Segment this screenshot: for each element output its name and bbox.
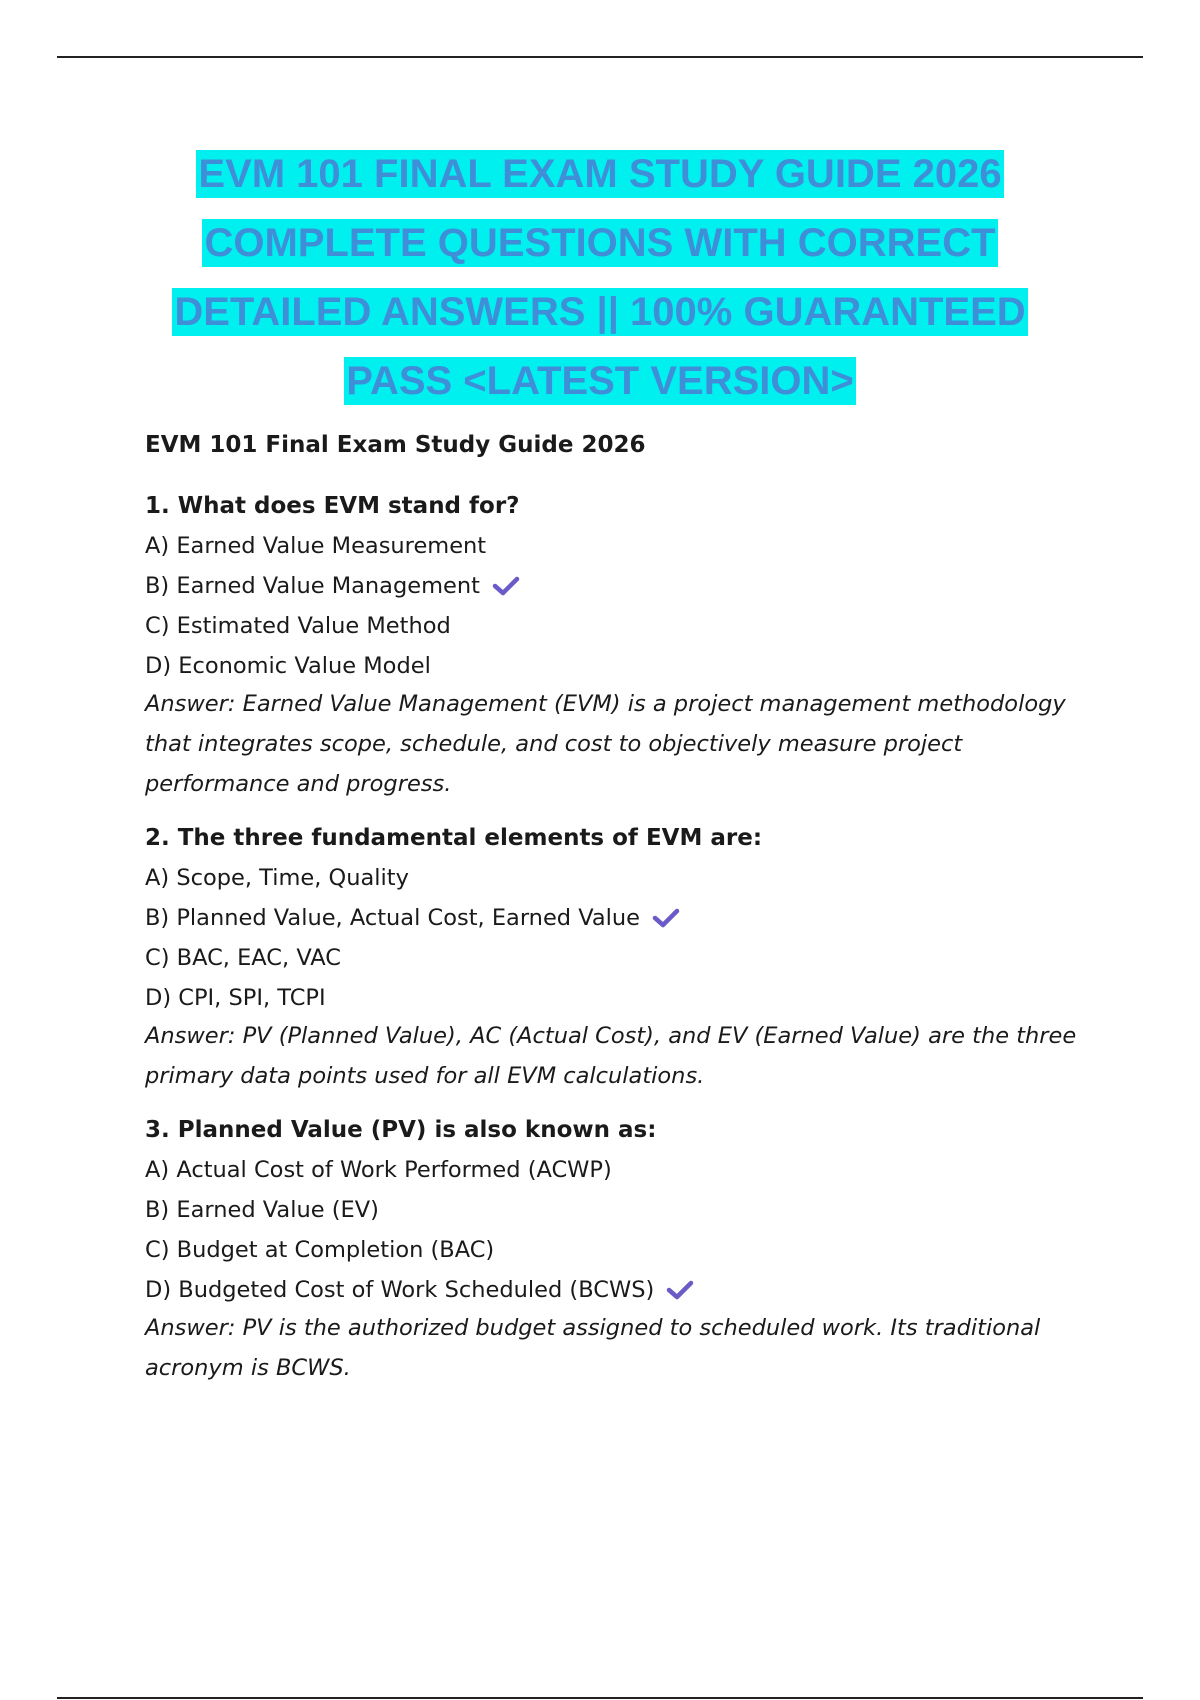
- title-line-text: PASS <LATEST VERSION>: [346, 359, 854, 403]
- document-subtitle: EVM 101 Final Exam Study Guide 2026: [145, 432, 646, 458]
- answer-explanation: Answer: PV (Planned Value), AC (Actual Cost), and EV (Earned Value) are the three primary data points used for all EVM calculations.: [145, 1023, 1077, 1089]
- answer-option-correct: [145, 1270, 1095, 1310]
- checkmark-icon: [492, 575, 520, 597]
- question-title: 1. What does EVM stand for?: [145, 493, 520, 519]
- title-line: [100, 347, 1100, 416]
- question-title: 3. Planned Value (PV) is also known as:: [145, 1117, 657, 1143]
- document-title: [100, 140, 1100, 416]
- checkmark-icon: [652, 907, 680, 929]
- title-line-text: DETAILED ANSWERS || 100% GUARANTEED: [174, 290, 1026, 334]
- answer-option-correct: [145, 898, 1095, 938]
- title-line-text: EVM 101 FINAL EXAM STUDY GUIDE 2026: [198, 152, 1002, 196]
- option-text: C) BAC, EAC, VAC: [145, 945, 341, 971]
- answer-option-correct: [145, 566, 1095, 606]
- option-text: C) Estimated Value Method: [145, 613, 451, 639]
- option-text: D) Economic Value Model: [145, 653, 431, 679]
- title-line: [100, 209, 1100, 278]
- bottom-rule: [57, 1697, 1143, 1699]
- option-text: D) CPI, SPI, TCPI: [145, 985, 326, 1011]
- option-text: D) Budgeted Cost of Work Scheduled (BCWS): [145, 1277, 655, 1303]
- option-text: B) Earned Value (EV): [145, 1197, 379, 1223]
- answer-option: [145, 646, 1095, 686]
- answer-option: [145, 858, 1095, 898]
- title-line: [100, 278, 1100, 347]
- option-text: A) Earned Value Measurement: [145, 533, 487, 559]
- answer-option: [145, 526, 1095, 566]
- question-block: [145, 486, 1095, 804]
- answer-option: [145, 1190, 1095, 1230]
- top-rule: [57, 56, 1143, 58]
- question-title: 2. The three fundamental elements of EVM are:: [145, 825, 763, 851]
- answer-explanation: Answer: PV is the authorized budget assigned to scheduled work. Its traditional acronym is BCWS.: [145, 1315, 1041, 1381]
- option-text: B) Planned Value, Actual Cost, Earned Value: [145, 905, 641, 931]
- title-line-text: COMPLETE QUESTIONS WITH CORRECT: [204, 221, 996, 265]
- option-text: B) Earned Value Management: [145, 573, 480, 599]
- document-body: [145, 432, 1095, 1402]
- option-text: A) Scope, Time, Quality: [145, 865, 409, 891]
- option-text: C) Budget at Completion (BAC): [145, 1237, 495, 1263]
- answer-option: [145, 938, 1095, 978]
- answer-option: [145, 606, 1095, 646]
- question-block: [145, 818, 1095, 1096]
- title-line: [100, 140, 1100, 209]
- answer-option: [145, 978, 1095, 1018]
- answer-explanation: Answer: Earned Value Management (EVM) is a project management methodology that integrates scope, schedule, and cost to objectively measure project performance and progress.: [145, 691, 1066, 797]
- checkmark-icon: [666, 1279, 694, 1301]
- answer-option: [145, 1230, 1095, 1270]
- question-block: [145, 1110, 1095, 1388]
- answer-option: [145, 1150, 1095, 1190]
- option-text: A) Actual Cost of Work Performed (ACWP): [145, 1157, 612, 1183]
